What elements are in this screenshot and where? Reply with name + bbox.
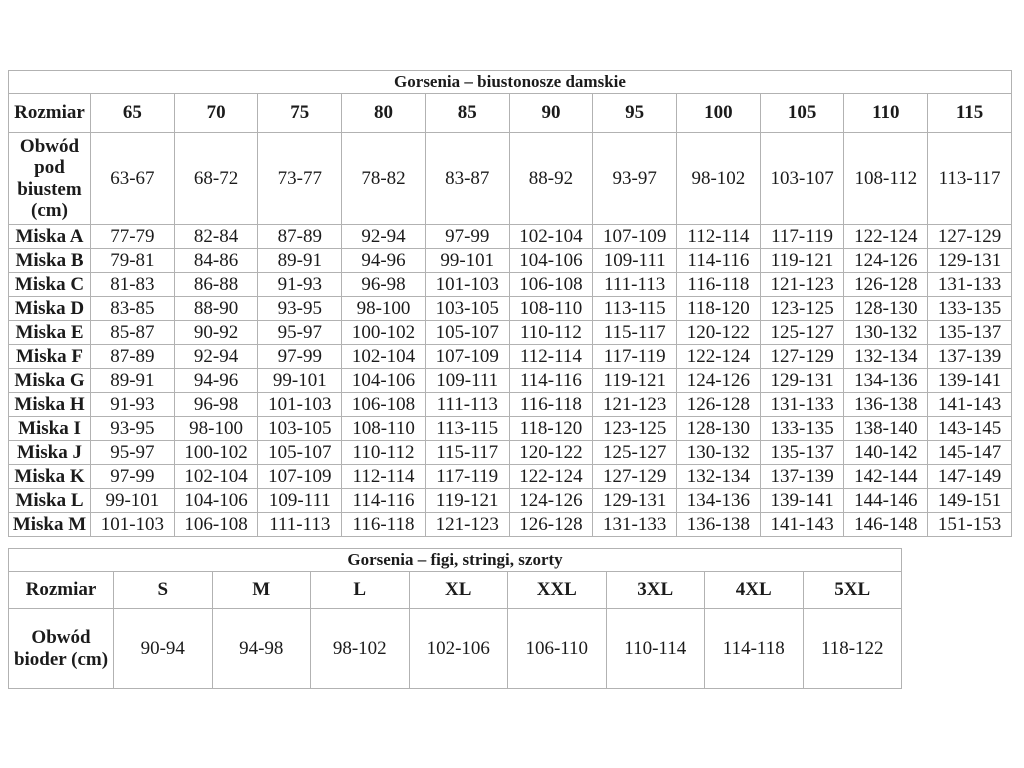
bras-cup-value: 95-97 — [91, 441, 175, 465]
panties-hips-value: 110-114 — [606, 609, 705, 689]
bras-cup-value: 89-91 — [258, 249, 342, 273]
panties-size-col-header: L — [311, 572, 410, 609]
bras-size-col-header: 110 — [844, 94, 928, 133]
bras-cup-value: 114-116 — [342, 489, 426, 513]
bras-cup-value: 117-119 — [425, 465, 509, 489]
bras-cup-row — [9, 321, 1012, 345]
bras-cup-value: 127-129 — [760, 345, 844, 369]
bras-cup-value: 116-118 — [677, 273, 761, 297]
bras-cup-value: 119-121 — [593, 369, 677, 393]
bras-cup-value: 131-133 — [928, 273, 1012, 297]
bras-cup-value: 106-108 — [342, 393, 426, 417]
bras-cup-value: 116-118 — [509, 393, 593, 417]
bras-underbust-value: 63-67 — [91, 133, 175, 225]
bras-cup-value: 129-131 — [593, 489, 677, 513]
bras-cup-value: 91-93 — [258, 273, 342, 297]
bras-cup-value: 126-128 — [844, 273, 928, 297]
bras-cup-value: 89-91 — [91, 369, 175, 393]
bras-cup-value: 94-96 — [342, 249, 426, 273]
bras-cup-value: 125-127 — [593, 441, 677, 465]
bras-cup-value: 138-140 — [844, 417, 928, 441]
bras-size-col-header: 70 — [174, 94, 258, 133]
bras-cup-row — [9, 393, 1012, 417]
bras-cup-value: 107-109 — [258, 465, 342, 489]
bras-cup-value: 149-151 — [928, 489, 1012, 513]
bras-cup-value: 141-143 — [760, 513, 844, 537]
bras-cup-value: 99-101 — [91, 489, 175, 513]
bras-cup-value: 119-121 — [425, 489, 509, 513]
bras-cup-row — [9, 249, 1012, 273]
bras-cup-label: Miska A — [9, 225, 91, 249]
panties-size-col-header: 5XL — [803, 572, 902, 609]
bras-cup-value: 102-104 — [174, 465, 258, 489]
bras-cup-label: Miska D — [9, 297, 91, 321]
bras-cup-label: Miska L — [9, 489, 91, 513]
bras-cup-value: 147-149 — [928, 465, 1012, 489]
bras-cup-row — [9, 345, 1012, 369]
bras-cup-value: 141-143 — [928, 393, 1012, 417]
bras-cup-value: 131-133 — [593, 513, 677, 537]
bras-cup-value: 121-123 — [760, 273, 844, 297]
bras-cup-value: 112-114 — [509, 345, 593, 369]
bras-cup-value: 144-146 — [844, 489, 928, 513]
bras-cup-value: 130-132 — [844, 321, 928, 345]
bras-cup-value: 117-119 — [760, 225, 844, 249]
bras-cup-value: 118-120 — [677, 297, 761, 321]
bras-underbust-value: 73-77 — [258, 133, 342, 225]
bras-cup-row — [9, 273, 1012, 297]
bras-cup-label: Miska I — [9, 417, 91, 441]
bras-cup-value: 142-144 — [844, 465, 928, 489]
bras-cup-value: 95-97 — [258, 321, 342, 345]
bras-cup-value: 102-104 — [509, 225, 593, 249]
bras-size-table — [8, 70, 1012, 537]
bras-size-col-header: 115 — [928, 94, 1012, 133]
bras-cup-value: 104-106 — [342, 369, 426, 393]
bras-cup-value: 124-126 — [509, 489, 593, 513]
bras-cup-value: 81-83 — [91, 273, 175, 297]
bras-cup-value: 113-115 — [593, 297, 677, 321]
bras-underbust-value: 88-92 — [509, 133, 593, 225]
panties-hips-value: 106-110 — [508, 609, 607, 689]
bras-cup-value: 101-103 — [425, 273, 509, 297]
bras-cup-value: 110-112 — [342, 441, 426, 465]
bras-cup-value: 85-87 — [91, 321, 175, 345]
bras-size-header-label: Rozmiar — [9, 94, 91, 133]
panties-size-col-header: 3XL — [606, 572, 705, 609]
bras-cup-value: 103-105 — [425, 297, 509, 321]
bras-cup-value: 124-126 — [677, 369, 761, 393]
bras-cup-value: 118-120 — [509, 417, 593, 441]
bras-underbust-value: 98-102 — [677, 133, 761, 225]
bras-cup-label: Miska F — [9, 345, 91, 369]
bras-cup-label: Miska H — [9, 393, 91, 417]
bras-underbust-value: 83-87 — [425, 133, 509, 225]
bras-cup-value: 77-79 — [91, 225, 175, 249]
bras-table-title: Gorsenia – biustonosze damskie — [9, 71, 1012, 94]
bras-cup-value: 97-99 — [91, 465, 175, 489]
bras-cup-value: 123-125 — [593, 417, 677, 441]
bras-cup-value: 94-96 — [174, 369, 258, 393]
bras-cup-value: 104-106 — [174, 489, 258, 513]
bras-cup-value: 139-141 — [760, 489, 844, 513]
bras-cup-value: 97-99 — [258, 345, 342, 369]
bras-cup-value: 121-123 — [425, 513, 509, 537]
bras-cup-row — [9, 513, 1012, 537]
bras-cup-value: 101-103 — [91, 513, 175, 537]
bras-cup-value: 133-135 — [760, 417, 844, 441]
bras-cup-value: 106-108 — [509, 273, 593, 297]
bras-cup-value: 101-103 — [258, 393, 342, 417]
bras-underbust-value: 113-117 — [928, 133, 1012, 225]
bras-cup-value: 88-90 — [174, 297, 258, 321]
bras-cup-value: 107-109 — [593, 225, 677, 249]
bras-cup-value: 134-136 — [844, 369, 928, 393]
bras-cup-value: 132-134 — [844, 345, 928, 369]
bras-cup-value: 108-110 — [342, 417, 426, 441]
bras-cup-value: 87-89 — [91, 345, 175, 369]
bras-size-col-header: 65 — [91, 94, 175, 133]
bras-cup-value: 96-98 — [342, 273, 426, 297]
bras-cup-value: 99-101 — [258, 369, 342, 393]
bras-cup-label: Miska K — [9, 465, 91, 489]
bras-cup-value: 146-148 — [844, 513, 928, 537]
bras-cup-label: Miska B — [9, 249, 91, 273]
bras-cup-value: 111-113 — [593, 273, 677, 297]
bras-cup-value: 100-102 — [174, 441, 258, 465]
bras-underbust-value: 93-97 — [593, 133, 677, 225]
panties-hips-value: 94-98 — [212, 609, 311, 689]
bras-cup-value: 134-136 — [677, 489, 761, 513]
bras-cup-row — [9, 441, 1012, 465]
bras-table-body — [9, 71, 1012, 537]
bras-cup-row — [9, 465, 1012, 489]
bras-cup-label: Miska M — [9, 513, 91, 537]
bras-cup-value: 127-129 — [928, 225, 1012, 249]
bras-cup-value: 79-81 — [91, 249, 175, 273]
bras-size-col-header: 85 — [425, 94, 509, 133]
bras-cup-label: Miska J — [9, 441, 91, 465]
panties-size-header-label: Rozmiar — [9, 572, 114, 609]
bras-cup-value: 127-129 — [593, 465, 677, 489]
bras-cup-value: 87-89 — [258, 225, 342, 249]
bras-cup-value: 82-84 — [174, 225, 258, 249]
bras-cup-value: 111-113 — [258, 513, 342, 537]
bras-cup-value: 92-94 — [174, 345, 258, 369]
bras-cup-row — [9, 297, 1012, 321]
bras-cup-value: 113-115 — [425, 417, 509, 441]
bras-cup-value: 137-139 — [928, 345, 1012, 369]
bras-cup-value: 121-123 — [593, 393, 677, 417]
bras-cup-value: 96-98 — [174, 393, 258, 417]
bras-size-header-row — [9, 94, 1012, 133]
bras-size-col-header: 80 — [342, 94, 426, 133]
bras-cup-value: 135-137 — [928, 321, 1012, 345]
bras-cup-value: 93-95 — [258, 297, 342, 321]
panties-hips-value: 114-118 — [705, 609, 804, 689]
panties-size-col-header: XXL — [508, 572, 607, 609]
bras-underbust-label: Obwód pod biustem (cm) — [9, 133, 91, 225]
bras-size-col-header: 105 — [760, 94, 844, 133]
bras-cup-value: 126-128 — [677, 393, 761, 417]
panties-hips-value: 98-102 — [311, 609, 410, 689]
bras-cup-value: 140-142 — [844, 441, 928, 465]
bras-cup-value: 133-135 — [928, 297, 1012, 321]
bras-cup-value: 137-139 — [760, 465, 844, 489]
bras-cup-value: 129-131 — [928, 249, 1012, 273]
bras-cup-value: 132-134 — [677, 465, 761, 489]
bras-cup-value: 117-119 — [593, 345, 677, 369]
panties-title-row — [9, 549, 902, 572]
bras-cup-value: 115-117 — [425, 441, 509, 465]
panties-size-col-header: XL — [409, 572, 508, 609]
bras-cup-value: 143-145 — [928, 417, 1012, 441]
bras-cup-value: 86-88 — [174, 273, 258, 297]
bras-size-col-header: 100 — [677, 94, 761, 133]
bras-cup-value: 112-114 — [342, 465, 426, 489]
bras-cup-value: 120-122 — [677, 321, 761, 345]
bras-cup-value: 109-111 — [425, 369, 509, 393]
bras-cup-value: 131-133 — [760, 393, 844, 417]
bras-cup-value: 110-112 — [509, 321, 593, 345]
bras-cup-value: 104-106 — [509, 249, 593, 273]
bras-underbust-value: 108-112 — [844, 133, 928, 225]
bras-cup-value: 90-92 — [174, 321, 258, 345]
panties-size-col-header: M — [212, 572, 311, 609]
bras-cup-value: 139-141 — [928, 369, 1012, 393]
bras-cup-value: 114-116 — [677, 249, 761, 273]
bras-cup-value: 98-100 — [174, 417, 258, 441]
bras-cup-value: 136-138 — [677, 513, 761, 537]
bras-cup-value: 105-107 — [425, 321, 509, 345]
panties-table-title: Gorsenia – figi, stringi, szorty — [9, 549, 902, 572]
bras-cup-value: 128-130 — [677, 417, 761, 441]
panties-size-header-row — [9, 572, 902, 609]
bras-size-col-header: 75 — [258, 94, 342, 133]
bras-cup-value: 93-95 — [91, 417, 175, 441]
bras-cup-value: 125-127 — [760, 321, 844, 345]
panties-size-table — [8, 548, 902, 689]
bras-cup-value: 108-110 — [509, 297, 593, 321]
bras-cup-value: 97-99 — [425, 225, 509, 249]
bras-cup-value: 145-147 — [928, 441, 1012, 465]
bras-cup-value: 136-138 — [844, 393, 928, 417]
bras-cup-value: 122-124 — [677, 345, 761, 369]
bras-cup-value: 151-153 — [928, 513, 1012, 537]
bras-cup-value: 111-113 — [425, 393, 509, 417]
bras-cup-value: 100-102 — [342, 321, 426, 345]
bras-underbust-value: 103-107 — [760, 133, 844, 225]
bras-cup-value: 105-107 — [258, 441, 342, 465]
bras-cup-value: 129-131 — [760, 369, 844, 393]
bras-cup-value: 130-132 — [677, 441, 761, 465]
bras-cup-value: 109-111 — [258, 489, 342, 513]
bras-cup-label: Miska E — [9, 321, 91, 345]
bras-cup-row — [9, 225, 1012, 249]
bras-title-row — [9, 71, 1012, 94]
bras-cup-label: Miska C — [9, 273, 91, 297]
bras-cup-value: 114-116 — [509, 369, 593, 393]
bras-cup-value: 92-94 — [342, 225, 426, 249]
panties-hips-value: 102-106 — [409, 609, 508, 689]
bras-cup-value: 98-100 — [342, 297, 426, 321]
panties-table-body — [9, 549, 902, 689]
bras-cup-value: 91-93 — [91, 393, 175, 417]
bras-cup-row — [9, 489, 1012, 513]
bras-underbust-value: 78-82 — [342, 133, 426, 225]
bras-cup-value: 122-124 — [844, 225, 928, 249]
bras-cup-value: 115-117 — [593, 321, 677, 345]
bras-cup-value: 109-111 — [593, 249, 677, 273]
bras-underbust-row — [9, 133, 1012, 225]
bras-cup-value: 122-124 — [509, 465, 593, 489]
bras-cup-value: 112-114 — [677, 225, 761, 249]
bras-cup-label: Miska G — [9, 369, 91, 393]
bras-cup-value: 84-86 — [174, 249, 258, 273]
bras-cup-value: 120-122 — [509, 441, 593, 465]
bras-underbust-value: 68-72 — [174, 133, 258, 225]
bras-cup-value: 135-137 — [760, 441, 844, 465]
bras-cup-value: 123-125 — [760, 297, 844, 321]
bras-cup-value: 124-126 — [844, 249, 928, 273]
bras-cup-value: 107-109 — [425, 345, 509, 369]
panties-size-col-header: S — [114, 572, 213, 609]
panties-size-col-header: 4XL — [705, 572, 804, 609]
bras-size-col-header: 90 — [509, 94, 593, 133]
bras-cup-value: 102-104 — [342, 345, 426, 369]
bras-cup-value: 83-85 — [91, 297, 175, 321]
bras-cup-row — [9, 369, 1012, 393]
bras-cup-row — [9, 417, 1012, 441]
panties-hips-label: Obwód bioder (cm) — [9, 609, 114, 689]
panties-hips-value: 118-122 — [803, 609, 902, 689]
bras-cup-value: 106-108 — [174, 513, 258, 537]
bras-size-col-header: 95 — [593, 94, 677, 133]
bras-cup-value: 126-128 — [509, 513, 593, 537]
bras-cup-value: 128-130 — [844, 297, 928, 321]
panties-hips-row — [9, 609, 902, 689]
panties-hips-value: 90-94 — [114, 609, 213, 689]
bras-cup-value: 99-101 — [425, 249, 509, 273]
bras-cup-value: 119-121 — [760, 249, 844, 273]
bras-cup-value: 103-105 — [258, 417, 342, 441]
bras-cup-value: 116-118 — [342, 513, 426, 537]
